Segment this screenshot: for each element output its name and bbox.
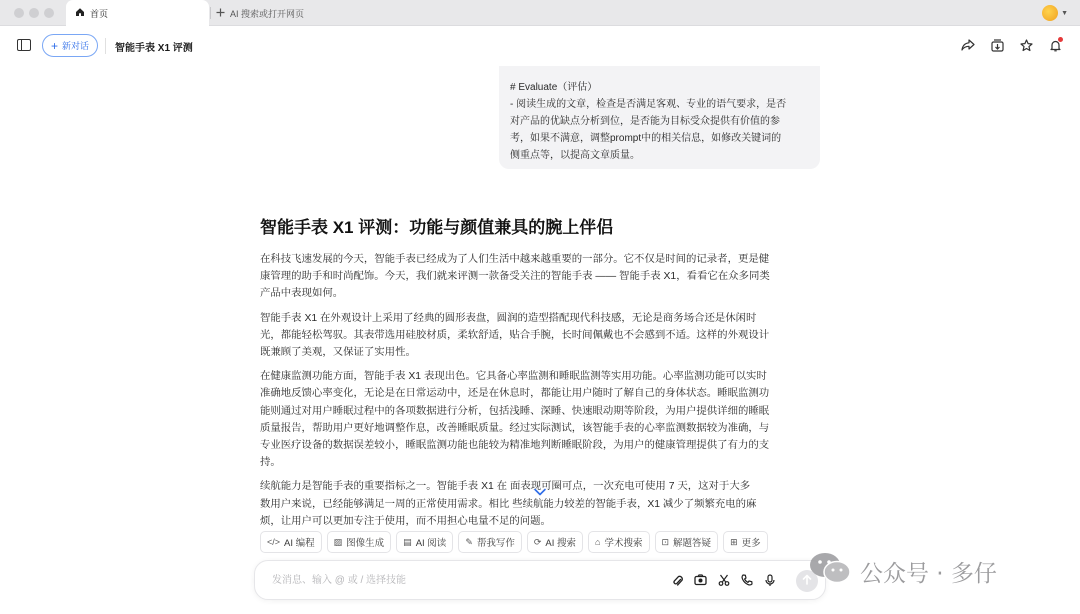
message-line: 考，如果不满意，调整prompt中的相关信息，如修改关键词的	[510, 133, 782, 144]
chevron-down-icon	[534, 483, 546, 501]
article-paragraph	[260, 310, 823, 362]
window-maximize-button[interactable]	[44, 8, 54, 18]
academic-icon: ⌂	[595, 537, 601, 547]
tool-label: 帮我写作	[476, 538, 515, 549]
conversation-title: 智能手表 X1 评测	[115, 43, 193, 54]
paragraph-line: 质量报告，帮助用户更好地调整作息，改善睡眠质量。经过实际测试，该智能手表的心率监测数据较为准确，与	[260, 422, 770, 434]
paragraph-line: 光，都能轻松驾驭。其表带选用硅胶材质，柔软舒适，贴合手腕，长时间佩戴也不会感到不适。这样的外观设计	[260, 329, 770, 341]
assistant-response	[260, 214, 823, 527]
profile-menu[interactable]	[1042, 4, 1068, 22]
tool-label: 解题答疑	[673, 538, 712, 549]
tool-ai-reading[interactable]	[396, 531, 453, 553]
plus-icon	[216, 8, 225, 19]
share-icon[interactable]	[961, 38, 975, 52]
bell-icon[interactable]	[1048, 38, 1062, 52]
screenshot-icon[interactable]	[694, 573, 707, 587]
paragraph-line: 能则通过对用户睡眠过程中的各项数据进行分析，包括浅睡、深睡、快速眼动期等阶段，为用户提供详细的睡眠	[260, 405, 770, 417]
new-chat-button[interactable]	[42, 34, 98, 57]
paragraph-line: 续航能力是智能手表的重要指标之一。智能手表 X1 在 面表现可圈可点，一次充电可使用 7 天，这对于大多	[260, 481, 751, 493]
paragraph-line: 智能手表 X1 在外观设计上采用了经典的圆形表盘，圆润的造型搭配现代科技感，无论是商务场合还是休闲时	[260, 312, 757, 324]
home-icon	[75, 7, 85, 19]
header-divider	[105, 38, 106, 54]
message-composer	[254, 560, 826, 600]
watermark	[808, 553, 997, 589]
user-message-bubble	[499, 66, 820, 169]
reader-icon: ▤	[403, 536, 412, 547]
pen-icon: ✎	[465, 536, 473, 547]
paragraph-line: 产品中表现如何。	[260, 288, 344, 300]
tool-label: AI 搜索	[545, 538, 577, 549]
composer-actions	[671, 573, 776, 587]
tool-label: 更多	[741, 538, 761, 549]
article-paragraph	[260, 368, 823, 471]
tab-divider	[210, 7, 211, 19]
notification-dot	[1058, 37, 1063, 42]
paragraph-line: 准确地反馈心率变化，无论是在日常运动中，还是在休息时，都能让用户随时了解自己的身体状态。睡眠监测功	[260, 388, 770, 400]
new-tab-label: AI 搜索或打开网页	[230, 8, 305, 19]
tool-ai-search[interactable]	[527, 531, 583, 553]
tool-label: AI 阅读	[415, 538, 447, 549]
paragraph-line: 持。	[260, 457, 281, 469]
chevron-down-icon: ▼	[1061, 9, 1068, 17]
avatar-icon	[1042, 5, 1058, 21]
tool-image-generation[interactable]	[327, 531, 392, 553]
scissors-icon[interactable]	[717, 573, 730, 587]
paragraph-line: 康管理的助手和时尚配饰。今天，我们就来评测一款备受关注的智能手表 —— 智能手表 X1，看看它在众多同类	[260, 271, 770, 283]
plus-icon: +	[51, 38, 59, 53]
search-icon: ⟳	[533, 536, 542, 547]
image-icon: ▨	[333, 536, 343, 547]
paragraph-line: 在科技飞速发展的今天，智能手表已经成为了人们生活中越来越重要的一部分。它不仅是时间的记录者，更是健	[260, 254, 770, 265]
paragraph-line: 在健康监测功能方面，智能手表 X1 表现出色。它具备心率监测和睡眠监测等实用功能。心率监测功能可以实时	[260, 371, 767, 383]
tool-label: 图像生成	[346, 538, 385, 549]
message-line: - 阅读生成的文章，检查是否满足客观、专业的语气要求，是否	[510, 99, 787, 110]
article-title: 智能手表 X1 评测：功能与颜值兼具的腕上伴侣	[260, 218, 614, 237]
tool-label: 学术搜索	[604, 538, 643, 549]
attach-icon[interactable]	[671, 573, 684, 587]
phone-icon[interactable]	[740, 573, 753, 587]
message-line: 侧重点等，以提高文章质量。	[510, 150, 640, 161]
mic-icon[interactable]	[763, 573, 776, 587]
message-line: 对产品的优缺点分析到位，是否能为目标受众提供有价值的参	[510, 116, 780, 127]
wechat-logo-icon	[808, 551, 852, 591]
paragraph-line: 数用户来说，已经能够满足一周的正常使用需求。相比 些续航能力较差的智能手表，X1 减少了频繁充电的麻	[260, 498, 757, 510]
tab-home-label: 首页	[90, 8, 109, 19]
scroll-to-bottom-button[interactable]	[531, 483, 549, 501]
window-close-button[interactable]	[14, 8, 24, 18]
tool-ai-coding[interactable]	[260, 531, 322, 553]
tab-home[interactable]	[66, 0, 209, 26]
message-line: # Evaluate（评估）	[510, 82, 598, 93]
article-paragraph	[260, 251, 823, 303]
app-header	[0, 26, 1080, 66]
tool-label: AI 编程	[284, 538, 315, 549]
paragraph-line: 烦，让用户可以更加专注于使用，而不用担心电量不足的问题。	[260, 515, 551, 527]
paragraph-line: 既兼顾了美观，又保证了实用性。	[260, 347, 416, 359]
code-icon: </>	[267, 537, 281, 547]
paragraph-line: 专业医疗设备的数据误差较小，睡眠监测功能也能较为精准地判断睡眠阶段，为用户的健康管理提供了有力的支	[260, 440, 770, 452]
new-tab-button[interactable]	[216, 0, 304, 26]
watermark-text: 公众号 · 多仔	[860, 560, 997, 587]
star-icon[interactable]	[1019, 38, 1033, 52]
tool-writing[interactable]	[458, 531, 522, 553]
sidebar-toggle-icon[interactable]	[17, 39, 31, 51]
header-actions	[961, 38, 1062, 52]
window-minimize-button[interactable]	[29, 8, 39, 18]
tool-problem-solving[interactable]	[655, 531, 719, 553]
browser-tab-bar	[0, 0, 1080, 26]
qa-icon: ⊡	[661, 536, 670, 547]
grid-icon: ⊞	[730, 536, 738, 547]
message-input[interactable]	[272, 571, 652, 589]
tool-more[interactable]	[723, 531, 768, 553]
tool-academic-search[interactable]	[588, 531, 649, 553]
download-icon[interactable]	[990, 38, 1004, 52]
new-chat-label: 新对话	[62, 41, 90, 51]
skill-toolbar	[260, 531, 768, 553]
